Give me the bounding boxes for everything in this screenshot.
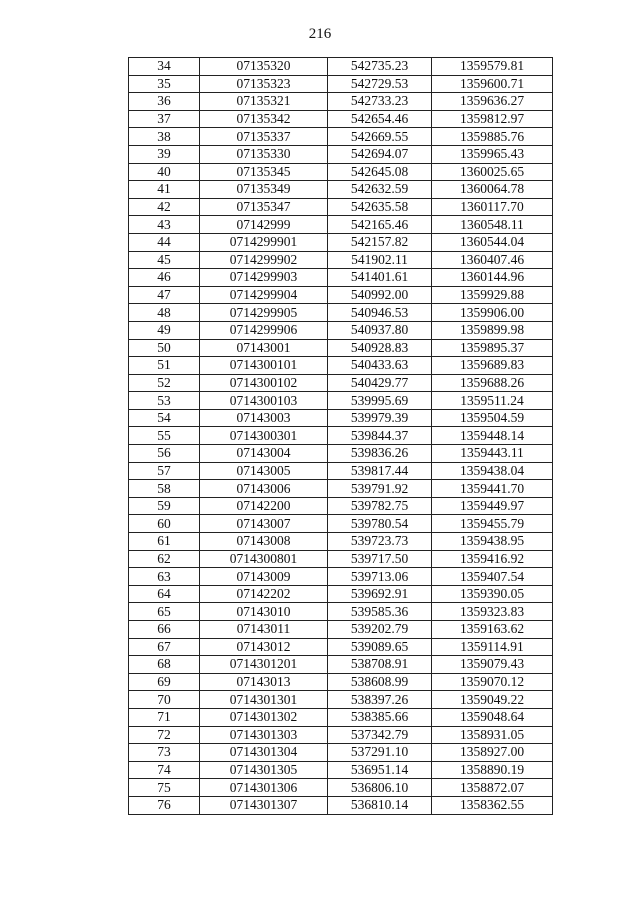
table-row (129, 233, 553, 251)
y-coordinate-cell: 1360025.65 (432, 163, 553, 181)
point-id-cell: 0714299903 (200, 269, 328, 287)
point-id-cell: 07135345 (200, 163, 328, 181)
point-index-cell: 75 (129, 779, 200, 797)
y-coordinate-cell: 1358872.07 (432, 779, 553, 797)
x-coordinate-cell: 540937.80 (328, 321, 432, 339)
y-coordinate-cell: 1359438.95 (432, 533, 553, 551)
y-coordinate-cell: 1359600.71 (432, 75, 553, 93)
table-row (129, 163, 553, 181)
point-index-cell: 74 (129, 761, 200, 779)
table-row (129, 357, 553, 375)
point-id-cell: 0714301305 (200, 761, 328, 779)
table-row (129, 550, 553, 568)
table-row (129, 744, 553, 762)
x-coordinate-cell: 541401.61 (328, 269, 432, 287)
x-coordinate-cell: 536810.14 (328, 796, 432, 814)
point-id-cell: 07143005 (200, 462, 328, 480)
table-row (129, 603, 553, 621)
x-coordinate-cell: 539782.75 (328, 497, 432, 515)
y-coordinate-cell: 1359441.70 (432, 480, 553, 498)
y-coordinate-cell: 1359438.04 (432, 462, 553, 480)
x-coordinate-cell: 539836.26 (328, 445, 432, 463)
point-id-cell: 0714301307 (200, 796, 328, 814)
table-row (129, 568, 553, 586)
point-index-cell: 53 (129, 392, 200, 410)
point-index-cell: 54 (129, 409, 200, 427)
point-id-cell: 07135323 (200, 75, 328, 93)
point-id-cell: 0714300102 (200, 374, 328, 392)
point-id-cell: 07135337 (200, 128, 328, 146)
point-id-cell: 0714301304 (200, 744, 328, 762)
point-index-cell: 47 (129, 286, 200, 304)
y-coordinate-cell: 1359049.22 (432, 691, 553, 709)
y-coordinate-cell: 1359390.05 (432, 585, 553, 603)
point-index-cell: 64 (129, 585, 200, 603)
table-row (129, 392, 553, 410)
point-index-cell: 68 (129, 656, 200, 674)
point-index-cell: 38 (129, 128, 200, 146)
point-id-cell: 07135321 (200, 93, 328, 111)
point-index-cell: 59 (129, 497, 200, 515)
point-index-cell: 65 (129, 603, 200, 621)
y-coordinate-cell: 1359323.83 (432, 603, 553, 621)
table-row (129, 585, 553, 603)
point-id-cell: 07143008 (200, 533, 328, 551)
x-coordinate-cell: 538708.91 (328, 656, 432, 674)
table-row (129, 110, 553, 128)
point-id-cell: 0714301201 (200, 656, 328, 674)
point-id-cell: 07135320 (200, 58, 328, 76)
y-coordinate-cell: 1360407.46 (432, 251, 553, 269)
point-id-cell: 07143010 (200, 603, 328, 621)
point-id-cell: 0714299902 (200, 251, 328, 269)
point-index-cell: 42 (129, 198, 200, 216)
point-id-cell: 07142200 (200, 497, 328, 515)
y-coordinate-cell: 1359163.62 (432, 621, 553, 639)
x-coordinate-cell: 542733.23 (328, 93, 432, 111)
table-row (129, 691, 553, 709)
point-id-cell: 07142999 (200, 216, 328, 234)
point-index-cell: 55 (129, 427, 200, 445)
y-coordinate-cell: 1359448.14 (432, 427, 553, 445)
x-coordinate-cell: 537342.79 (328, 726, 432, 744)
table-row (129, 216, 553, 234)
y-coordinate-cell: 1358890.19 (432, 761, 553, 779)
point-id-cell: 0714301303 (200, 726, 328, 744)
point-id-cell: 07143007 (200, 515, 328, 533)
y-coordinate-cell: 1359443.11 (432, 445, 553, 463)
y-coordinate-cell: 1359407.54 (432, 568, 553, 586)
x-coordinate-cell: 536951.14 (328, 761, 432, 779)
x-coordinate-cell: 538608.99 (328, 673, 432, 691)
table-row (129, 198, 553, 216)
table-row (129, 533, 553, 551)
table-row (129, 621, 553, 639)
x-coordinate-cell: 540946.53 (328, 304, 432, 322)
point-index-cell: 35 (129, 75, 200, 93)
point-id-cell: 0714300103 (200, 392, 328, 410)
x-coordinate-cell: 540992.00 (328, 286, 432, 304)
table-row (129, 93, 553, 111)
table-row (129, 638, 553, 656)
point-id-cell: 0714300101 (200, 357, 328, 375)
table-row (129, 145, 553, 163)
y-coordinate-cell: 1359455.79 (432, 515, 553, 533)
x-coordinate-cell: 542645.08 (328, 163, 432, 181)
y-coordinate-cell: 1359048.64 (432, 708, 553, 726)
point-index-cell: 43 (129, 216, 200, 234)
point-index-cell: 49 (129, 321, 200, 339)
x-coordinate-cell: 542735.23 (328, 58, 432, 76)
point-index-cell: 69 (129, 673, 200, 691)
table-row (129, 286, 553, 304)
point-id-cell: 07135347 (200, 198, 328, 216)
point-id-cell: 07135349 (200, 181, 328, 199)
coordinate-table (128, 57, 553, 815)
point-index-cell: 52 (129, 374, 200, 392)
y-coordinate-cell: 1359929.88 (432, 286, 553, 304)
point-index-cell: 44 (129, 233, 200, 251)
x-coordinate-cell: 542669.55 (328, 128, 432, 146)
point-id-cell: 07142202 (200, 585, 328, 603)
point-id-cell: 0714300301 (200, 427, 328, 445)
y-coordinate-cell: 1358931.05 (432, 726, 553, 744)
coordinate-table-body (129, 58, 553, 815)
table-row (129, 515, 553, 533)
point-id-cell: 0714300801 (200, 550, 328, 568)
table-row (129, 409, 553, 427)
table-row (129, 181, 553, 199)
point-index-cell: 51 (129, 357, 200, 375)
point-index-cell: 40 (129, 163, 200, 181)
x-coordinate-cell: 537291.10 (328, 744, 432, 762)
table-row (129, 269, 553, 287)
table-row (129, 339, 553, 357)
point-id-cell: 07143012 (200, 638, 328, 656)
table-row (129, 128, 553, 146)
x-coordinate-cell: 539585.36 (328, 603, 432, 621)
y-coordinate-cell: 1359416.92 (432, 550, 553, 568)
point-index-cell: 73 (129, 744, 200, 762)
table-row (129, 779, 553, 797)
x-coordinate-cell: 539713.06 (328, 568, 432, 586)
point-index-cell: 56 (129, 445, 200, 463)
point-id-cell: 07143004 (200, 445, 328, 463)
x-coordinate-cell: 541902.11 (328, 251, 432, 269)
y-coordinate-cell: 1360064.78 (432, 181, 553, 199)
table-row (129, 656, 553, 674)
point-id-cell: 07135330 (200, 145, 328, 163)
point-index-cell: 46 (129, 269, 200, 287)
table-row (129, 321, 553, 339)
y-coordinate-cell: 1359504.59 (432, 409, 553, 427)
point-id-cell: 0714299905 (200, 304, 328, 322)
point-id-cell: 0714301306 (200, 779, 328, 797)
x-coordinate-cell: 538397.26 (328, 691, 432, 709)
x-coordinate-cell: 539692.91 (328, 585, 432, 603)
point-id-cell: 07135342 (200, 110, 328, 128)
table-row (129, 75, 553, 93)
point-id-cell: 07143001 (200, 339, 328, 357)
x-coordinate-cell: 542654.46 (328, 110, 432, 128)
table-row (129, 445, 553, 463)
point-index-cell: 57 (129, 462, 200, 480)
point-index-cell: 63 (129, 568, 200, 586)
table-row (129, 761, 553, 779)
point-id-cell: 07143013 (200, 673, 328, 691)
x-coordinate-cell: 539723.73 (328, 533, 432, 551)
y-coordinate-cell: 1359899.98 (432, 321, 553, 339)
x-coordinate-cell: 542165.46 (328, 216, 432, 234)
point-index-cell: 71 (129, 708, 200, 726)
y-coordinate-cell: 1360544.04 (432, 233, 553, 251)
table-row (129, 374, 553, 392)
y-coordinate-cell: 1359579.81 (432, 58, 553, 76)
point-index-cell: 58 (129, 480, 200, 498)
point-id-cell: 0714299904 (200, 286, 328, 304)
x-coordinate-cell: 540429.77 (328, 374, 432, 392)
point-id-cell: 07143009 (200, 568, 328, 586)
y-coordinate-cell: 1359689.83 (432, 357, 553, 375)
table-row (129, 796, 553, 814)
x-coordinate-cell: 539780.54 (328, 515, 432, 533)
y-coordinate-cell: 1359511.24 (432, 392, 553, 410)
y-coordinate-cell: 1359636.27 (432, 93, 553, 111)
x-coordinate-cell: 542729.53 (328, 75, 432, 93)
x-coordinate-cell: 540433.63 (328, 357, 432, 375)
table-row (129, 480, 553, 498)
table-row (129, 726, 553, 744)
x-coordinate-cell: 542632.59 (328, 181, 432, 199)
point-index-cell: 60 (129, 515, 200, 533)
point-index-cell: 62 (129, 550, 200, 568)
x-coordinate-cell: 542694.07 (328, 145, 432, 163)
table-row (129, 251, 553, 269)
point-index-cell: 45 (129, 251, 200, 269)
y-coordinate-cell: 1359688.26 (432, 374, 553, 392)
table-row (129, 58, 553, 76)
point-index-cell: 67 (129, 638, 200, 656)
table-row (129, 497, 553, 515)
x-coordinate-cell: 536806.10 (328, 779, 432, 797)
x-coordinate-cell: 539979.39 (328, 409, 432, 427)
point-id-cell: 0714299901 (200, 233, 328, 251)
table-row (129, 427, 553, 445)
y-coordinate-cell: 1360548.11 (432, 216, 553, 234)
point-id-cell: 0714301302 (200, 708, 328, 726)
point-id-cell: 07143011 (200, 621, 328, 639)
y-coordinate-cell: 1358362.55 (432, 796, 553, 814)
x-coordinate-cell: 538385.66 (328, 708, 432, 726)
x-coordinate-cell: 540928.83 (328, 339, 432, 357)
y-coordinate-cell: 1359965.43 (432, 145, 553, 163)
point-index-cell: 76 (129, 796, 200, 814)
point-index-cell: 37 (129, 110, 200, 128)
point-index-cell: 48 (129, 304, 200, 322)
point-index-cell: 41 (129, 181, 200, 199)
table-row (129, 708, 553, 726)
y-coordinate-cell: 1359895.37 (432, 339, 553, 357)
y-coordinate-cell: 1359070.12 (432, 673, 553, 691)
x-coordinate-cell: 539844.37 (328, 427, 432, 445)
point-index-cell: 66 (129, 621, 200, 639)
x-coordinate-cell: 539202.79 (328, 621, 432, 639)
y-coordinate-cell: 1359449.97 (432, 497, 553, 515)
point-index-cell: 39 (129, 145, 200, 163)
y-coordinate-cell: 1359079.43 (432, 656, 553, 674)
y-coordinate-cell: 1360117.70 (432, 198, 553, 216)
point-id-cell: 0714301301 (200, 691, 328, 709)
x-coordinate-cell: 539717.50 (328, 550, 432, 568)
y-coordinate-cell: 1359812.97 (432, 110, 553, 128)
y-coordinate-cell: 1359114.91 (432, 638, 553, 656)
page-number: 216 (308, 26, 332, 42)
point-index-cell: 36 (129, 93, 200, 111)
table-row (129, 462, 553, 480)
table-row (129, 304, 553, 322)
table-row (129, 673, 553, 691)
point-index-cell: 70 (129, 691, 200, 709)
point-id-cell: 07143003 (200, 409, 328, 427)
x-coordinate-cell: 542635.58 (328, 198, 432, 216)
x-coordinate-cell: 539995.69 (328, 392, 432, 410)
y-coordinate-cell: 1359906.00 (432, 304, 553, 322)
point-id-cell: 0714299906 (200, 321, 328, 339)
x-coordinate-cell: 539817.44 (328, 462, 432, 480)
x-coordinate-cell: 539791.92 (328, 480, 432, 498)
point-index-cell: 72 (129, 726, 200, 744)
x-coordinate-cell: 539089.65 (328, 638, 432, 656)
x-coordinate-cell: 542157.82 (328, 233, 432, 251)
y-coordinate-cell: 1359885.76 (432, 128, 553, 146)
point-index-cell: 61 (129, 533, 200, 551)
point-index-cell: 50 (129, 339, 200, 357)
point-index-cell: 34 (129, 58, 200, 76)
y-coordinate-cell: 1360144.96 (432, 269, 553, 287)
point-id-cell: 07143006 (200, 480, 328, 498)
y-coordinate-cell: 1358927.00 (432, 744, 553, 762)
